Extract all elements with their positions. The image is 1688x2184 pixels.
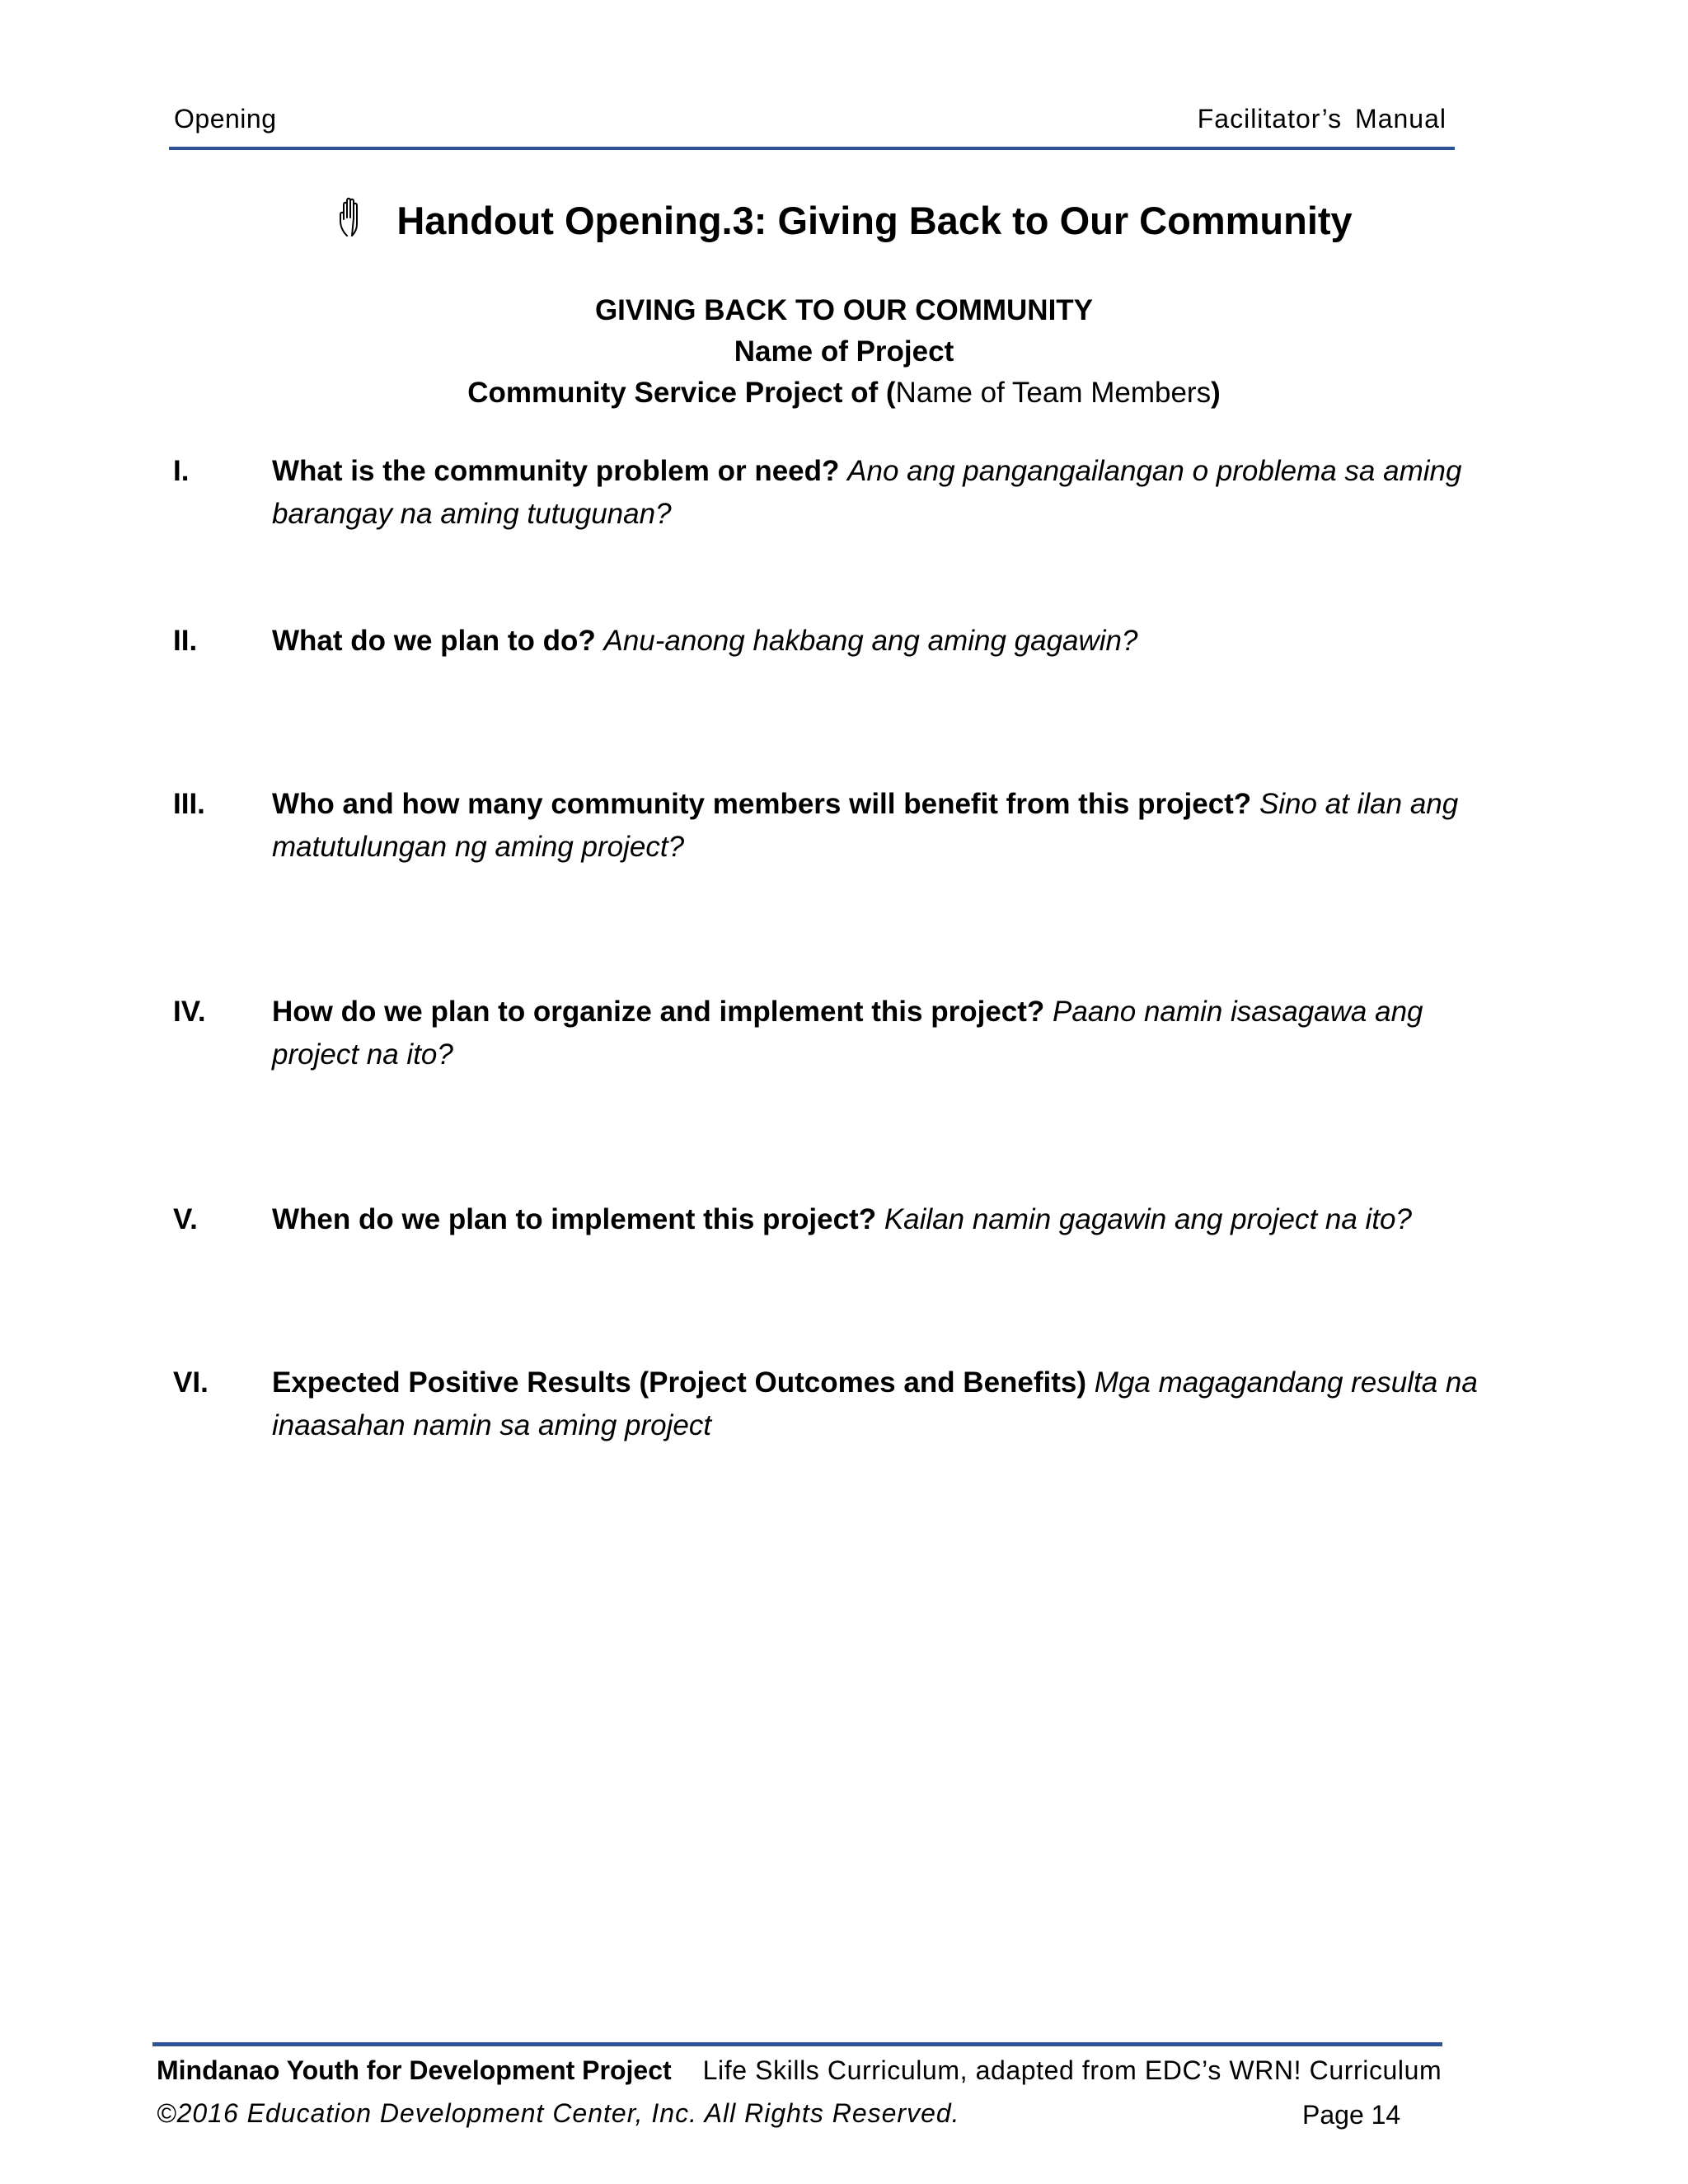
- footer-copyright: ©2016 Education Development Center, Inc. All Rights Reserved.: [157, 2098, 960, 2128]
- question-english: What do we plan to do?: [272, 625, 596, 657]
- footer-curriculum: Life Skills Curriculum, adapted from EDC’s WRN! Curriculum: [702, 2055, 1442, 2085]
- form-header-team-line: [0, 373, 1688, 414]
- question-filipino: Ano ang pangangailangan o problema sa aming barangay na aming tutugunan?: [272, 455, 1462, 530]
- form-header: [0, 290, 1688, 414]
- question-number: III.: [173, 788, 205, 820]
- question-number: II.: [173, 625, 198, 657]
- question-number: I.: [173, 455, 190, 487]
- team-line-placeholder: Name of Team Members: [895, 377, 1212, 409]
- question-text: [272, 1361, 1508, 1447]
- question-filipino: Paano namin isasagawa ang project na ito?: [272, 996, 1423, 1071]
- team-line-prefix: Community Service Project of (: [467, 377, 896, 409]
- question-english: Expected Positive Results (Project Outcomes and Benefits): [272, 1366, 1087, 1399]
- header-section-label: Opening: [174, 104, 277, 134]
- question-text: [272, 991, 1508, 1076]
- footer-page-number: Page 14: [1302, 2100, 1401, 2130]
- question-number: VI.: [173, 1366, 209, 1399]
- question-filipino: Mga magagandang resulta na inaasahan namin sa aming project: [272, 1366, 1478, 1441]
- question-text: [272, 1198, 1508, 1241]
- footer-divider: [152, 2042, 1442, 2046]
- hand-icon: [335, 196, 373, 237]
- question-text: [272, 620, 1508, 663]
- page-header: [169, 101, 1455, 150]
- question-number: IV.: [173, 996, 206, 1028]
- question-text: [272, 450, 1508, 536]
- footer-project-name: Mindanao Youth for Development Project: [157, 2055, 672, 2085]
- question-number: V.: [173, 1203, 198, 1235]
- form-header-line1: GIVING BACK TO OUR COMMUNITY: [594, 294, 1094, 326]
- question-english: When do we plan to implement this project?: [272, 1203, 877, 1235]
- question-english: What is the community problem or need?: [272, 455, 840, 487]
- handout-title: [0, 196, 1688, 243]
- footer-project-line: [157, 2055, 1442, 2086]
- question-text: [272, 783, 1508, 869]
- question-filipino: Anu-anong hakbang ang aming gagawin?: [603, 625, 1138, 657]
- form-header-project-name: Name of Project: [734, 335, 954, 368]
- question-english: Who and how many community members will benefit from this project?: [272, 788, 1252, 820]
- handout-title-text: Handout Opening.3: Giving Back to Our Community: [396, 199, 1353, 242]
- header-manual-label: Facilitator’s Manual: [1197, 104, 1447, 134]
- question-filipino: Kailan namin gagawin ang project na ito?: [884, 1203, 1412, 1235]
- team-line-suffix: ): [1211, 377, 1221, 409]
- question-english: How do we plan to organize and implement this project?: [272, 996, 1045, 1028]
- question-filipino: Sino at ilan ang matutulungan ng aming project?: [272, 788, 1459, 863]
